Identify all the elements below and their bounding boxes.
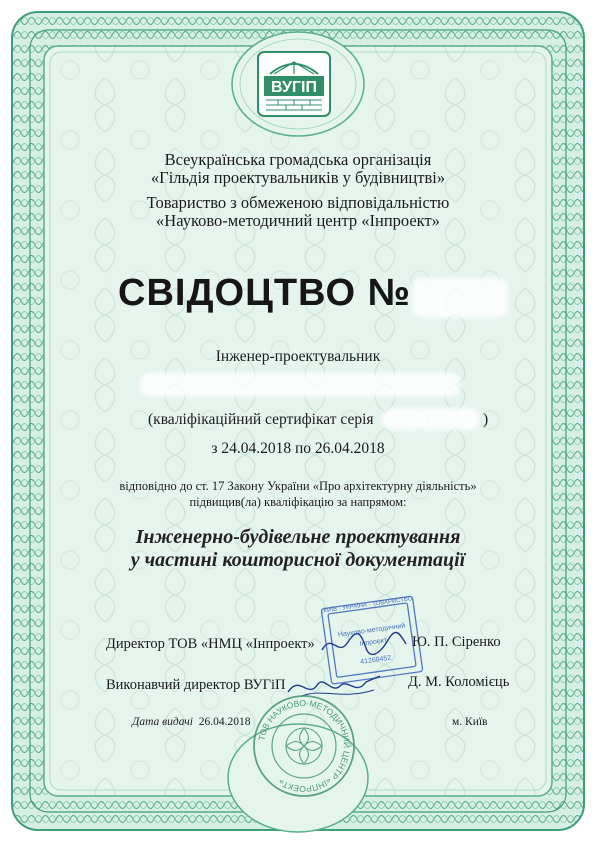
organization-name-quoted: «Гільдія проектувальників у будівництві» <box>150 168 446 187</box>
svg-text:КИЇВ · УКРАЇНА · ТОВАРИСТВО: КИЇВ · УКРАЇНА · ТОВАРИСТВО <box>323 596 413 615</box>
executive-director-name: Д. М. Коломієць <box>408 674 510 690</box>
redacted-name <box>140 373 460 397</box>
direction-line-2: у частині кошторисної документації <box>130 549 466 571</box>
organization-name: Всеукраїнська громадська організація <box>164 150 432 169</box>
svg-text:Науково-методичний: Науково-методичний <box>337 622 406 639</box>
director-role: Директор ТОВ «НМЦ «Інпроект» <box>106 636 315 652</box>
svg-text:41260452: 41260452 <box>359 654 392 666</box>
issue-date-value: 26.04.2018 <box>198 716 251 728</box>
issue-date-label: Дата видачі <box>132 716 193 728</box>
svg-text:Інпроект: Інпроект <box>359 637 388 648</box>
svg-text:ВУГІП: ВУГІП <box>271 79 317 96</box>
direction-line-1: Інженерно-будівельне проектування <box>135 526 461 548</box>
director-name: Ю. П. Сіренко <box>412 634 501 650</box>
issue-city: м. Київ <box>452 716 488 728</box>
profession: Інженер-проектувальник <box>215 348 381 365</box>
qualification-statement: підвищив(ла) кваліфікацію за напрямом: <box>189 495 407 509</box>
svg-text:ТОВ НАУКОВО-МЕТОДИЧНИЙ ЦЕНТР «: ТОВ НАУКОВО-МЕТОДИЧНИЙ ЦЕНТР «ІНПРОЕКТ» <box>256 697 353 795</box>
redacted-series <box>382 408 480 430</box>
company-type: Товариство з обмеженою відповідальністю <box>146 193 450 212</box>
vugip-logo <box>254 48 334 120</box>
certificate-title: СВІДОЦТВО № <box>118 272 412 314</box>
certificate-series-label: (кваліфікаційний сертифікат серія <box>148 411 374 428</box>
executive-director-role: Виконавчий директор ВУГіП <box>106 677 286 693</box>
issue-date <box>132 716 250 728</box>
company-name: «Науково-методичний центр «Інпроект» <box>156 211 440 230</box>
certificate-series-close: ) <box>483 411 489 428</box>
redacted-number <box>412 278 508 318</box>
signature-sirenko <box>318 628 410 660</box>
legal-basis: відповідно до ст. 17 Закону України «Про архітектурну діяльність» <box>119 479 477 493</box>
training-period: з 24.04.2018 по 26.04.2018 <box>211 440 385 457</box>
round-stamp <box>248 690 360 802</box>
